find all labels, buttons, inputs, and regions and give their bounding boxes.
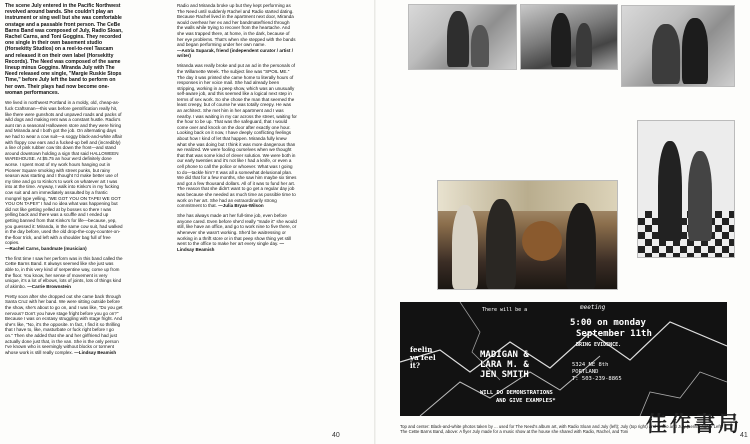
photo-bw-top-right xyxy=(621,5,735,87)
flyer-bring: BRING EVIDENCE. xyxy=(576,342,622,348)
quote-paragraph: We lived in northwest Portland in a moldy, old, cheap-as-fuck Craftsman—this was before gentrification really hit, like there were gunshots and unpaved roads and packs of wild dogs and making rent was a constant hustle. Radio's aunt ran a seasonal Halloween store and they were hiring and Miranda and I both got the job. On alternating days we had to wear a cow suit—a soggy black-and-white affair with floppy cow ears and a fucked-up bell and (incredibly) a line of pink rubber cow tits down the front—and stand around downtown holding a sign that said HALLOWEEN WAREHOUSE. At $5.75 an hour we'd definitely done worse. I spent most of my work hours hanging out in Pioneer Square smoking with street punks, but rainy season was starting and I thought I'd make better use of my time and go to Kinko's to work on whatever art I was into at the time. Anyway, I walk into Kinko's in my fucking cow suit and am immediately assaulted by a frantic mongrel type yelling, "WE GOT YOU ON TAPE! WE GOT YOU ON TAPE!!" I had no idea what was happening but did not like getting yelled at by bosses so there I was yelling back and there was a scuffle and I ended up getting banned from that Kinko's for life—because, yep, you guessed it: Miranda, in the same cow suit, had walked in the day before, used the old drop-the-copy-counter-on-the-floor trick, and left with a shoulder bag full of free copies. —Rachel Carns, bandmate (musician) xyxy=(5,100,123,251)
flyer-will-do: WILL DO DEMONSTRATIONS xyxy=(480,390,553,396)
flyer-address: 5324 NE 8th PORTLAND T: 503-239-8865 xyxy=(572,362,622,382)
flyer-header: There will be a xyxy=(482,307,528,313)
lightning-graphic xyxy=(400,302,727,416)
flyer-examples: AND GIVE EXAMPLES* xyxy=(496,398,556,404)
gutter xyxy=(374,0,376,444)
flyer-names: MADIGAN & LARA M. & JEN SMITH xyxy=(480,350,529,380)
flyer-date: 5:00 on monday xyxy=(570,318,646,328)
flyer-date2: September 11th xyxy=(576,329,652,339)
photo-caption: Top and center: Black-and-white photos taken by ... used for The Need's album art, with Radio Sloan and July (left); July (top right) and Radio and July (center right). Left: The CeBe Barns Band, above: A flyer July made for a music show at the house she shared with Radio, Rachel, and Toni xyxy=(400,424,722,435)
flyer-side-text: feelin ya feel it? xyxy=(410,345,436,370)
page-number-left: 40 xyxy=(332,432,340,439)
quote-paragraph: The first time I saw her perform was in this band called the CeBe Barns Band. It always seemed like she just was able to, in this very kind of serpentine way, come up from the floor. You know, her sense of movement is very unique, it's a lot of elbows, lots of joints, lots of things kind of akimbo. —Carrie Brownstein xyxy=(5,255,123,289)
photo-bw-center-right xyxy=(637,120,735,258)
photo-bw-top-left xyxy=(408,4,517,70)
intro-paragraph: The scene July entered in the Pacific Northwest revolved around bands. She couldn't play an instrument or sing well but she was comfortable onstage and a passable front person. The CeBe Barns Band was composed of July, Radio Sloan, Rachel Carns, and Toni Goggins. They recorded one single in their own basement studio (Horsekitty Studios) on a reel-to-reel Tascam and released it on their own label (Horsekitty Records). The Need was composed of the same lineup minus Goggins. Miranda July with The Need released one single, "Margie Ruskie Stops Time," before July left the band to perform on her own. Their plays had now become one-woman performances. xyxy=(5,3,123,96)
quote-paragraph: Miranda was really broke and put an ad in the personals of the Willamette Week. The subject line was "SPOIL ME." The day it was printed she came home to literally hours of responses in her voice mail. She had already been stripping, working in a peep show, which was an unusually self-aware job, and this seemed like a logical next step in terms of sex work. So she chose the man that seemed the least creepy, but of course he was totally creepy. He was an architect. She met him in her apartment and I was nearby. I was waiting in my car across the street, waiting for the hour to be up. That was the safeguard, that I would come over and knock on the door after exactly one hour. Looking back on it now, I have deeply conflicting feelings about how I kind of let that happen. Miranda fully knew what she was doing but I think it was more dangerous than we realized. We were fooling ourselves when we thought that that was some kind of clever solution. We were both in our early twenties and it's not like I had a knife, or even a cell phone to call the police or whoever. What was I going to do—tackle him? It was all a somewhat delusional plan. We did that for a few months, she saw him maybe six times and got a few thousand dollars. All of it was to fund her art. The reason that she didn't want to go get a regular day job was because she needed as much time as possible time to work on her art. She had an extraordinarily strong commitment to that. —Julia Bryan-Wilson xyxy=(177,63,297,209)
photo-bw-top-center xyxy=(520,4,618,70)
publisher-watermark: 佳作書局 xyxy=(646,411,742,436)
quote-paragraph: She has always made art her full-time job, even before anyone cared. Even before she'd really "made it" she would still, like have an office, and go to work nine to five there, or whenever she wasn't working. She'd be waitressing or working in a thrift store or in that peep show thing yet still went to the office to make her art every single day. —Lindsay Beamish xyxy=(177,213,297,252)
photo-color-band xyxy=(437,180,618,290)
quote-paragraph: Pretty soon after she dropped out she came back through Santa Cruz with her band. We were sitting outside before the show, she's about to go on, and I was like, "Do you get nervous? Don't you have stage fright before you go on?" Because I was on ecstasy struggling with stage fright. And she's like, "No, it's the opposite. In fact, I find it so thrilling that I have to, like, masturbate or fuck right before I go on." Then she added that she and her girlfriend had just actually done just that, in the van. She is the only person I've known who is seemingly without blocks or torment whose work is still really complex. —Lindsay Beamish xyxy=(5,293,123,355)
quote-paragraph: Radio and Miranda broke up but they kept performing as The Need until suddenly Rachel and Radio started dating. Because Rachel lived in the apartment next door, Miranda would overhear her ex and her bandmate/friend through the walls while trying to recover from the heartache. And she was trapped there, at home, in the dark, because of her eye problems. That's when she stepped with the bands and began performing under her own name. —Astria Suparak, friend (independent curator / artist / writer) xyxy=(177,3,296,59)
page-number-right: 41 xyxy=(740,432,748,439)
flyer-meeting: meeting xyxy=(580,304,606,311)
show-flyer xyxy=(400,302,727,416)
left-column-2 xyxy=(177,3,297,428)
left-column-1 xyxy=(5,3,123,428)
